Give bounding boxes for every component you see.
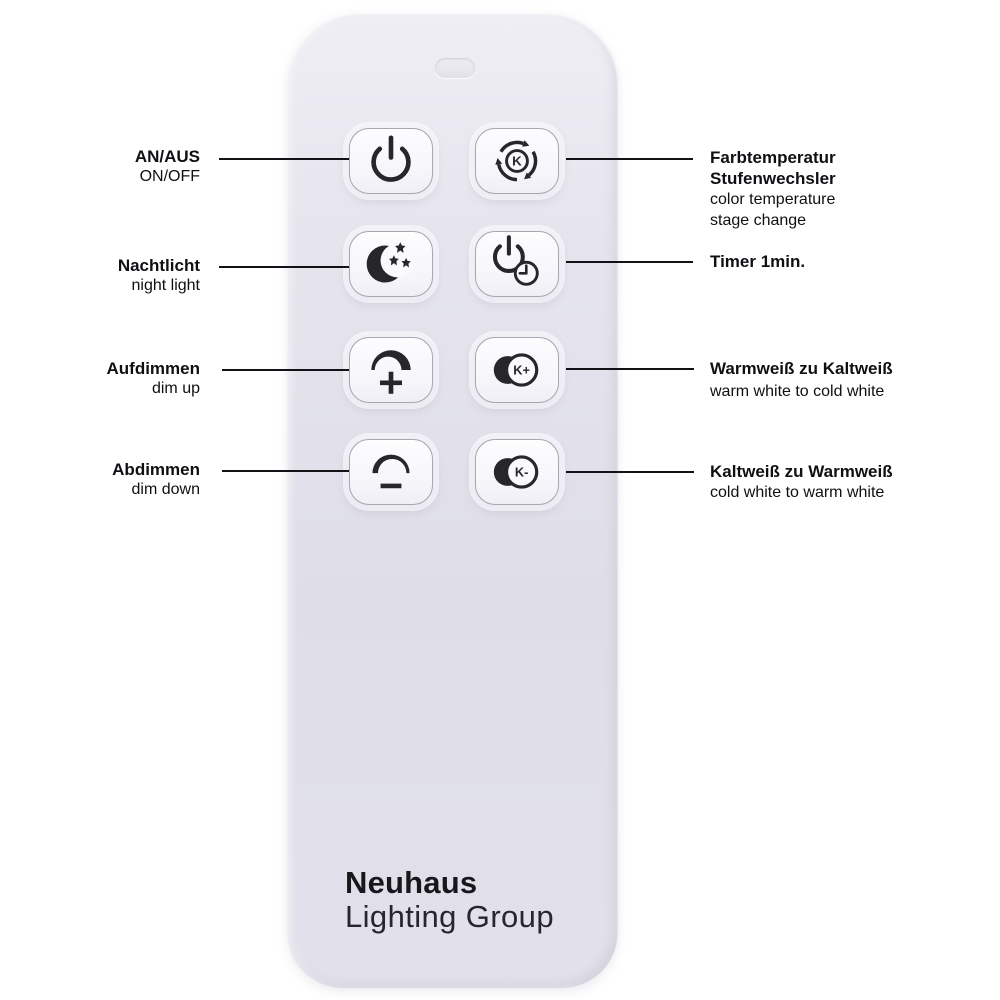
- label-kelvin-plus-en: warm white to cold white: [710, 383, 885, 400]
- night-light-button[interactable]: [349, 231, 433, 297]
- kelvin-minus-icon: [488, 443, 546, 501]
- power-icon: [362, 132, 420, 190]
- dim-down-icon: [362, 443, 420, 501]
- kelvin-plus-button[interactable]: [475, 337, 559, 403]
- label-kelvin-plus-de: Warmweiß zu Kaltweiß: [710, 359, 893, 378]
- label-dim-down: [112, 460, 200, 500]
- callout-line-power: [219, 158, 349, 160]
- svg-text:K+: K+: [513, 362, 530, 378]
- callout-line-color-temp: [566, 158, 693, 160]
- label-dim-down-de: Abdimmen: [112, 460, 200, 479]
- dim-up-button[interactable]: [349, 337, 433, 403]
- color-temp-cycle-icon: [488, 132, 546, 190]
- label-color-temp-de1: Farbtemperatur: [710, 148, 836, 167]
- label-night-light: [118, 256, 200, 296]
- pill-indent-icon: [435, 58, 475, 78]
- svg-text:K-: K-: [514, 464, 529, 480]
- dim-down-button[interactable]: [349, 439, 433, 505]
- brand-subname: Lighting Group: [345, 899, 554, 934]
- dim-up-icon: [362, 341, 420, 399]
- svg-text:K: K: [512, 153, 522, 169]
- callout-line-dim-down: [222, 470, 349, 472]
- label-timer-de: Timer 1min.: [710, 252, 806, 271]
- brand-logo: [345, 866, 554, 934]
- label-kelvin-minus-de: Kaltweiß zu Warmweiß: [710, 462, 893, 481]
- label-dim-up-en: dim up: [151, 380, 200, 397]
- callout-line-kelvin-minus: [566, 471, 694, 473]
- power-button[interactable]: [349, 128, 433, 194]
- label-dim-down-en: dim down: [131, 481, 200, 498]
- label-kelvin-plus: [710, 358, 893, 402]
- label-color-temp-de2: Stufenwechsler: [710, 169, 836, 188]
- label-color-temp-en1: color temperature: [710, 191, 836, 208]
- label-kelvin-minus-en: cold white to warm white: [710, 484, 885, 501]
- label-color-temp: [710, 147, 836, 231]
- callout-line-timer: [566, 261, 693, 263]
- label-dim-up: [107, 359, 201, 399]
- label-night-light-en: night light: [131, 277, 200, 294]
- label-timer: [710, 251, 805, 272]
- label-night-light-de: Nachtlicht: [117, 256, 200, 275]
- label-power: [135, 147, 200, 187]
- kelvin-plus-icon: [488, 341, 546, 399]
- label-dim-up-de: Aufdimmen: [106, 359, 200, 378]
- label-kelvin-minus: [710, 461, 893, 503]
- callout-line-kelvin-plus: [566, 368, 694, 370]
- timer-button[interactable]: [475, 231, 559, 297]
- label-power-en: ON/OFF: [139, 168, 200, 185]
- color-temp-cycle-button[interactable]: [475, 128, 559, 194]
- kelvin-minus-button[interactable]: [475, 439, 559, 505]
- callout-line-dim-up: [222, 369, 349, 371]
- callout-line-night-light: [219, 266, 349, 268]
- brand-name: Neuhaus: [345, 865, 478, 900]
- night-light-icon: [362, 235, 420, 293]
- label-power-de: AN/AUS: [134, 147, 200, 166]
- label-color-temp-en2: stage change: [710, 212, 807, 229]
- timer-icon: [488, 235, 546, 293]
